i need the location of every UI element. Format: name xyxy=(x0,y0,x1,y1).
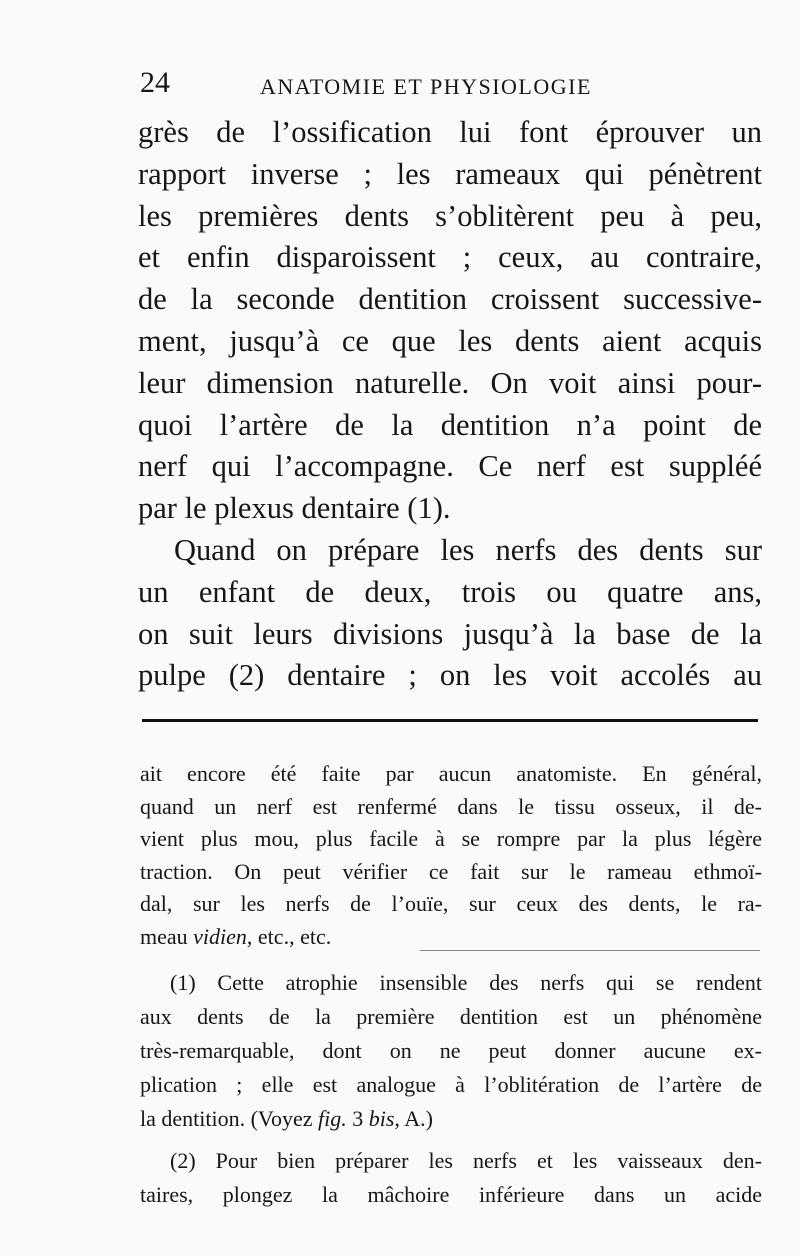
note-line: dal, sur les nerfs de l’ouïe, sur ceux des dents, le ra- xyxy=(140,891,762,917)
text-line: et enfin disparoissent ; ceux, au contraire, xyxy=(138,240,762,275)
text-line: leur dimension naturelle. On voit ainsi pour- xyxy=(138,365,762,400)
text-line: quoi l’artère de la dentition n’a point de xyxy=(138,407,762,442)
text-line: pulpe (2) dentaire ; on les voit accolés au xyxy=(138,658,762,693)
main-text xyxy=(138,112,762,697)
footnote-1-line xyxy=(140,1102,762,1136)
note-text: , etc., etc. xyxy=(246,923,332,949)
text-line: nerf qui l’accompagne. Ce nerf est suppléé xyxy=(138,449,762,484)
footnote-text: 3 xyxy=(346,1106,369,1131)
footnote-2-line: taires, plongez la mâchoire inférieure dans un acide xyxy=(140,1182,762,1207)
note-line: vient plus mou, plus facile à se rompre par la plus légère xyxy=(140,826,762,852)
note-line: traction. On peut vérifier ce fait sur le rameau ethmoï- xyxy=(140,858,762,884)
footnote-1-line: plication ; elle est analogue à l’oblitération de l’artère de xyxy=(140,1072,762,1097)
text-line: ment, jusqu’à ce que les dents aient acquis xyxy=(138,323,762,358)
text-line: les premières dents s’oblitèrent peu à peu, xyxy=(138,198,762,233)
footnote-2-line: (2) Pour bien préparer les nerfs et les vaisseaux den- xyxy=(170,1148,762,1173)
page-header xyxy=(140,66,760,106)
text-line: grès de l’ossification lui font éprouver un xyxy=(138,115,762,149)
text-line: de la seconde dentition croissent successive- xyxy=(138,282,762,317)
note-line xyxy=(140,921,762,954)
text-line: un enfant de deux, trois ou quatre ans, xyxy=(138,574,762,609)
continued-note xyxy=(140,758,762,954)
footnotes xyxy=(140,966,762,1212)
text-line: Quand on prépare les nerfs des dents sur xyxy=(174,532,762,567)
note-text: meau xyxy=(140,923,194,949)
note-line: quand un nerf est renfermé dans le tissu osseux, il de- xyxy=(140,793,762,819)
footnote-1-line: très-remarquable, dont on ne peut donner aucune ex- xyxy=(140,1038,762,1063)
note-separator xyxy=(420,950,760,951)
page-number: 24 xyxy=(140,66,170,99)
text-line: on suit leurs divisions jusqu’à la base de la xyxy=(138,616,762,651)
running-title: ANATOMIE ET PHYSIOLOGIE xyxy=(260,74,592,99)
note-line: ait encore été faite par aucun anatomiste. En général, xyxy=(140,761,762,786)
text-line: rapport inverse ; les rameaux qui pénètrent xyxy=(138,156,762,191)
text-line: par le plexus dentaire (1). xyxy=(138,491,451,526)
footnote-divider xyxy=(142,719,758,722)
footnote-italic: bis xyxy=(368,1106,395,1131)
footnote-text: la dentition. (Voyez xyxy=(140,1106,318,1131)
footnote-text: , A.) xyxy=(394,1106,433,1131)
footnote-1-line: (1) Cette atrophie insensible des nerfs qui se rendent xyxy=(170,970,762,995)
footnote-italic: fig. xyxy=(318,1106,347,1131)
footnote-1-line: aux dents de la première dentition est un phénomène xyxy=(140,1004,762,1029)
note-italic: vidien xyxy=(193,923,247,949)
